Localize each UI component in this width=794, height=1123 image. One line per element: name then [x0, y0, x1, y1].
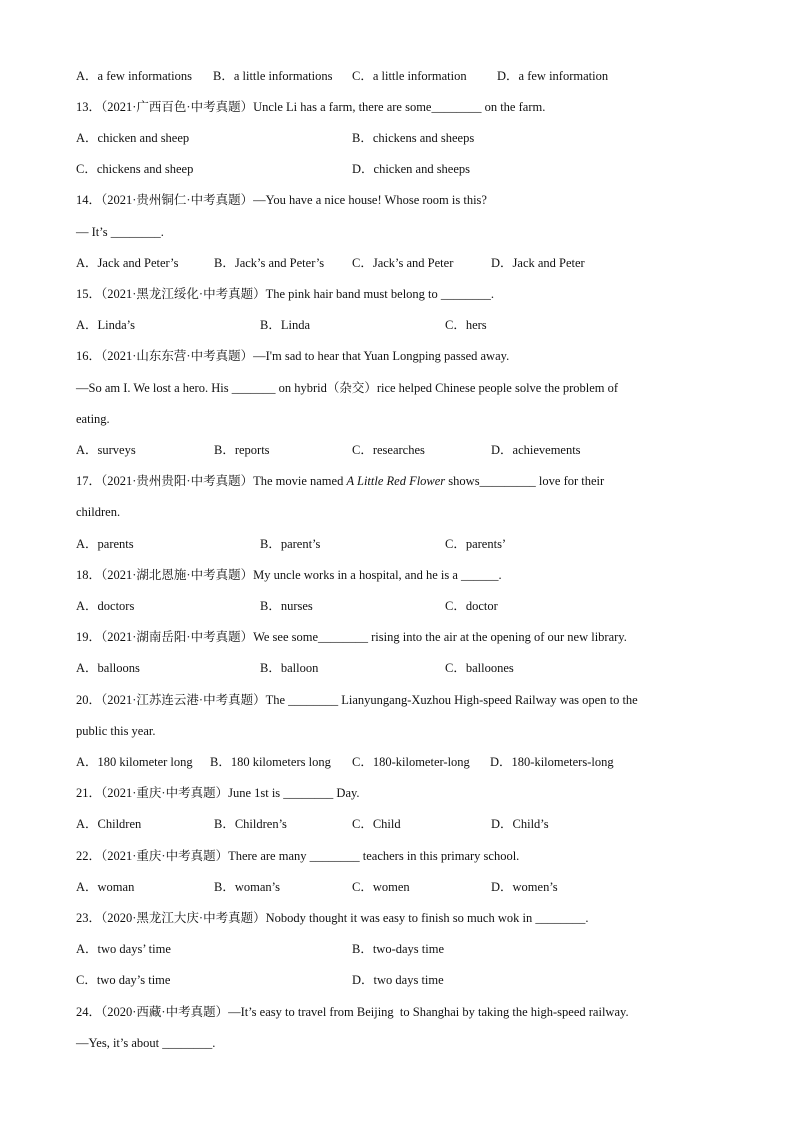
question-24-reply: —Yes, it’s about ________.	[76, 1036, 216, 1050]
question-14: 14．（2021·贵州铜仁·中考真题）—You have a nice house! Whose room is this?	[76, 193, 487, 207]
q13-option-a: A．chicken and sheep	[76, 131, 190, 145]
q14-option-c: C．Jack’s and Peter	[352, 256, 454, 270]
q23-option-c: C．two day’s time	[76, 973, 171, 987]
q12-option-a: A．a few informations	[76, 69, 192, 83]
q13-option-c: C．chickens and sheep	[76, 162, 194, 176]
q15-option-b: B．Linda	[260, 318, 310, 332]
q21-option-d: D．Child’s	[491, 817, 549, 831]
q13-option-b: B．chickens and sheeps	[352, 131, 475, 145]
question-16: 16．（2021·山东东营·中考真题）—I'm sad to hear that Yuan Longping passed away.	[76, 349, 510, 363]
q15-option-c: C．hers	[445, 318, 487, 332]
q23-option-a: A．two days’ time	[76, 942, 171, 956]
question-15: 15．（2021·黑龙江绥化·中考真题）The pink hair band must belong to ________.	[76, 287, 495, 301]
q12-option-d: D．a few information	[497, 69, 609, 83]
q22-option-a: A．woman	[76, 880, 135, 894]
question-14-reply: — It’s ________.	[76, 225, 164, 239]
question-24: 24．（2020·西藏·中考真题）—It’s easy to travel from Beijing to Shanghai by taking the high-speed railway.	[76, 1005, 629, 1019]
q20-option-a: A．180 kilometer long	[76, 755, 193, 769]
q14-option-b: B．Jack’s and Peter’s	[214, 256, 325, 270]
q23-option-d: D．two days time	[352, 973, 444, 987]
q15-option-a: A．Linda’s	[76, 318, 136, 332]
q18-option-c: C．doctor	[445, 599, 498, 613]
q16-option-a: A．surveys	[76, 443, 136, 457]
question-17-cont: children.	[76, 505, 121, 519]
q18-option-b: B．nurses	[260, 599, 313, 613]
question-23: 23．（2020·黑龙江大庆·中考真题）Nobody thought it was easy to finish so much wok in ________.	[76, 911, 589, 925]
question-16-cont: eating.	[76, 412, 110, 426]
question-18: 18．（2021·湖北恩施·中考真题）My uncle works in a hospital, and he is a ______.	[76, 568, 502, 582]
q17-option-b: B．parent’s	[260, 537, 321, 551]
question-21: 21．（2021·重庆·中考真题）June 1st is ________ Day.	[76, 786, 360, 800]
q12-option-c: C．a little information	[352, 69, 467, 83]
question-20-cont: public this year.	[76, 724, 156, 738]
q19-option-b: B．balloon	[260, 661, 319, 675]
question-17: 17．（2021·贵州贵阳·中考真题）The movie named A Little Red Flower shows_________ love for their	[76, 474, 605, 488]
q16-option-c: C．researches	[352, 443, 425, 457]
q22-option-c: C．women	[352, 880, 410, 894]
q14-option-d: D．Jack and Peter	[491, 256, 585, 270]
q21-option-c: C．Child	[352, 817, 401, 831]
q16-option-b: B．reports	[214, 443, 270, 457]
q23-option-b: B．two-days time	[352, 942, 445, 956]
q22-option-b: B．woman’s	[214, 880, 280, 894]
question-13: 13．（2021·广西百色·中考真题）Uncle Li has a farm, there are some________ on the farm.	[76, 100, 546, 114]
q20-option-d: D．180-kilometers-long	[490, 755, 614, 769]
q16-option-d: D．achievements	[491, 443, 581, 457]
q18-option-a: A．doctors	[76, 599, 135, 613]
q13-option-d: D．chicken and sheeps	[352, 162, 471, 176]
q20-option-b: B．180 kilometers long	[210, 755, 331, 769]
q17-option-a: A．parents	[76, 537, 134, 551]
q12-option-b: B．a little informations	[213, 69, 333, 83]
question-19: 19．（2021·湖南岳阳·中考真题）We see some________ rising into the air at the opening of our new library.	[76, 630, 627, 644]
q21-option-b: B．Children’s	[214, 817, 287, 831]
q20-option-c: C．180-kilometer-long	[352, 755, 470, 769]
question-22: 22．（2021·重庆·中考真题）There are many ________ teachers in this primary school.	[76, 849, 520, 863]
q19-option-c: C．balloones	[445, 661, 514, 675]
q14-option-a: A．Jack and Peter’s	[76, 256, 179, 270]
q19-option-a: A．balloons	[76, 661, 140, 675]
q22-option-d: D．women’s	[491, 880, 558, 894]
movie-title: A Little Red Flower	[346, 474, 446, 488]
question-20: 20．（2021·江苏连云港·中考真题）The ________ Lianyungang-Xuzhou High-speed Railway was open to the	[76, 693, 638, 707]
q21-option-a: A．Children	[76, 817, 142, 831]
q17-option-c: C．parents’	[445, 537, 507, 551]
question-16-reply: —So am I. We lost a hero. His _______ on hybrid（杂交）rice helped Chinese people solve the problem of	[76, 381, 619, 395]
